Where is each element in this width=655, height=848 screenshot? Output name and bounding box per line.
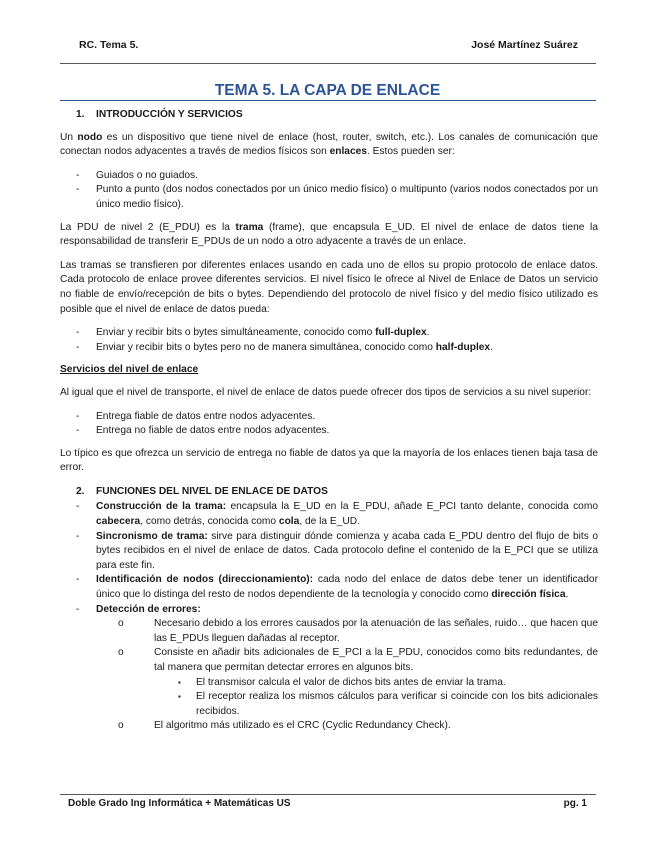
header-divider: [60, 63, 596, 64]
list-item: o El algoritmo más utilizado es el CRC (Cyclic Redundancy Check).: [118, 720, 451, 732]
title-underline: [60, 100, 596, 101]
list-item: o Necesario debido a los errores causados por la atenuación de las señales, ruido… que hacen que las E_PDUs lleguen dañadas al receptor.: [118, 618, 598, 644]
subheading-services: Servicios del nivel de enlace: [60, 364, 199, 376]
list-error-detection: [96, 617, 598, 734]
list-item: o Consiste en añadir bits adicionales de E_PCI a la E_PDU, conocidos como bits redundantes, de tal manera que permitan detectar errores en algunos bits. ▪ El transmisor calcula el valor de dichos bits antes de enviar la trama. ▪ El receptor realiza los mismos cálculos para verificar si coincide con los bits adicionales recibidos.: [118, 646, 598, 719]
list-item: - Enviar y recibir bits o bytes pero no de manera simultánea, conocido como half-duplex.: [76, 341, 493, 353]
list-services: [60, 410, 598, 439]
paragraph-services: Al igual que el nivel de transporte, el nivel de enlace de datos puede ofrecer dos tipos de servicios a su nivel superior:: [60, 386, 592, 398]
header-author: José Martínez Suárez: [471, 39, 578, 51]
list-duplex: [60, 326, 598, 355]
list-item: - Entrega fiable de datos entre nodos adyacentes.: [76, 410, 316, 422]
list-item: - Guiados o no guiados.: [76, 169, 198, 181]
footer-degree: Doble Grado Ing Informática + Matemáticas US: [68, 798, 291, 809]
function-frame-construction: - Construcción de la trama: encapsula la E_UD en la E_PDU, añade E_PCI tanto delante, conocida como cabecera, como detrás, conocida como cola, de la E_UD.: [76, 501, 598, 528]
list-item: - Entrega no fiable de datos entre nodos adyacentes.: [76, 425, 330, 437]
page-number: pg. 1: [563, 798, 587, 809]
list-item: ▪ El receptor realiza los mismos cálculos para verificar si coincide con los bits adicionales recibidos.: [178, 691, 598, 717]
section-1-number: 1.: [76, 109, 85, 120]
section-2-heading: [60, 485, 598, 500]
document-body: [60, 108, 598, 742]
list-redundant-bits: [154, 676, 598, 720]
paragraph-nodes: Un nodo es un dispositivo que tiene nivel de enlace (host, router, switch, etc.). Los canales de comunicación que conectan nodos adyacentes a través de medios físicos son enlaces. Estos pueden ser:: [60, 131, 598, 158]
function-node-identification: - Identificación de nodos (direccionamiento): cada nodo del enlace de datos debe tener un identificador único que lo distinga del resto de nodos dependiente de la tecnología y conocido como dirección física.: [76, 574, 598, 601]
footer-divider: [60, 794, 596, 795]
function-error-detection: - Detección de errores: o Necesario debido a los errores causados por la atenuación de las señales, ruido… que hacen que las E_PDUs lleguen dañadas al receptor. o Consiste en añadir bits adicionales de E_PCI a la E_PDU, conocidos como bits redundantes, de tal manera que permitan detectar errores en algunos bits. ▪ El transmisor calcula el valor de dichos bits antes de enviar la trama. ▪ El receptor realiza los mismos cálculos para verificar si coincide con los bits adicionales recibidos. o El algoritmo más utilizado es el CRC (Cyclic Redundancy Check).: [60, 603, 598, 734]
function-frame-sync: - Sincronismo de trama: sirve para distinguir dónde comienza y acaba cada E_PDU dentro del flujo de bits o bytes recibidos en el nivel de enlace de datos. Cada protocolo define el contenido de la E_PCI que se utiliza para este fin.: [76, 530, 598, 571]
paragraph-transfer: Las tramas se transfieren por diferentes enlaces usando en cada uno de ellos su propio protocolo de enlace datos. Cada protocolo de enlace provee diferentes servicios. El nivel físico le ofrece al Nivel de Enlace de Datos un servicio no fiable de envío/recepción de bits o bytes. Dependiendo del protocolo de nivel físico y del medio físico utilizado es posible que el nivel de enlace de datos pueda:: [60, 259, 598, 315]
list-item: - Enviar y recibir bits o bytes simultáneamente, conocido como full-duplex.: [76, 327, 430, 339]
paragraph-frame: La PDU de nivel 2 (E_PDU) es la trama (frame), que encapsula E_UD. El nivel de enlace de datos tiene la responsabilidad de transferir E_PDUs de un nodo a otro adyacente a través de un enlace.: [60, 221, 598, 248]
list-item: ▪ El transmisor calcula el valor de dichos bits antes de enviar la trama.: [178, 676, 506, 688]
header-course: RC. Tema 5.: [79, 39, 139, 51]
document-title: TEMA 5. LA CAPA DE ENLACE: [214, 82, 441, 99]
section-1-heading: [60, 108, 598, 123]
paragraph-typical: Lo típico es que ofrezca un servicio de entrega no fiable de datos ya que la mayoría de los enlaces tienen baja tasa de error.: [60, 447, 598, 474]
list-functions: [60, 500, 598, 734]
list-item: - Punto a punto (dos nodos conectados por un único medio físico) o multipunto (varios nodos conectados por un único medio físico).: [76, 184, 598, 210]
section-2-number: 2.: [76, 485, 85, 497]
section-2-title: FUNCIONES DEL NIVEL DE ENLACE DE DATOS: [96, 485, 328, 497]
list-link-types: [60, 169, 598, 213]
section-1-title: INTRODUCCIÓN Y SERVICIOS: [96, 109, 243, 120]
